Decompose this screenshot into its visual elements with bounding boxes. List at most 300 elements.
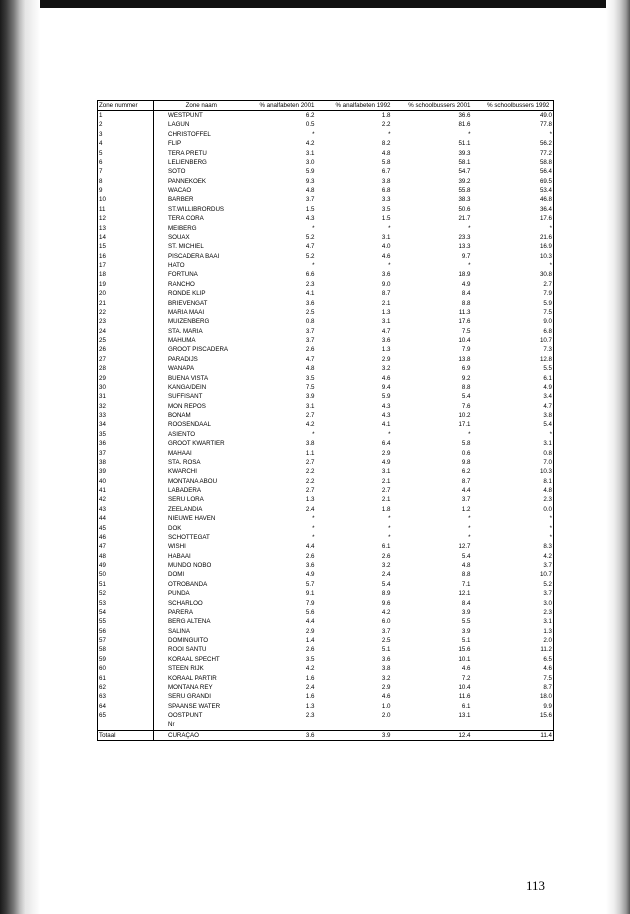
illiterate-2001-cell: 4.7 xyxy=(305,243,315,251)
schoolbus-2001-cell: 7.6 xyxy=(461,402,471,410)
zone-name-cell: ST.WILLIBRORDUS xyxy=(168,205,225,213)
schoolbus-2001-cell: 39.3 xyxy=(458,149,471,157)
illiterate-2001-cell: 4.2 xyxy=(305,665,315,673)
illiterate-1992-cell: 4.0 xyxy=(381,243,391,251)
zone-name-cell: KWARCHI xyxy=(168,468,197,476)
illiterate-1992-cell: 3.2 xyxy=(381,674,391,682)
schoolbus-1992-cell: 10.7 xyxy=(483,336,554,345)
table-row xyxy=(98,233,554,242)
table-row xyxy=(98,599,554,608)
illiterate-2001-cell: * xyxy=(312,224,315,232)
table-row xyxy=(98,664,554,673)
zone-name-cell: KORAAL SPECHT xyxy=(168,655,220,663)
illiterate-2001-cell: 1.3 xyxy=(305,702,315,710)
schoolbus-2001-cell: 12.7 xyxy=(458,543,471,551)
table-row xyxy=(98,552,554,561)
zone-number-cell: 63 xyxy=(98,692,154,701)
illiterate-1992-cell: 4.3 xyxy=(381,402,391,410)
schoolbus-2001-cell: 9.2 xyxy=(461,374,471,382)
illiterate-1992-cell: 3.6 xyxy=(381,337,391,344)
illiterate-2001-cell: 2.3 xyxy=(305,712,315,719)
schoolbus-2001-cell: 17.6 xyxy=(458,318,471,326)
table-row xyxy=(98,524,554,533)
illiterate-2001-cell: 5.2 xyxy=(305,252,315,260)
zone-name-cell: HABAAI xyxy=(168,552,191,560)
zone-number-cell: 64 xyxy=(98,702,154,711)
schoolbus-2001-cell: * xyxy=(468,524,471,532)
table-row xyxy=(98,139,554,148)
table-row xyxy=(98,317,554,326)
illiterate-1992-cell: 6.7 xyxy=(381,168,391,176)
schoolbus-1992-cell: 11.2 xyxy=(483,645,554,654)
illiterate-2001-cell: * xyxy=(312,430,315,438)
zone-number-cell: 3 xyxy=(98,130,154,139)
schoolbus-1992-cell: 2.3 xyxy=(483,495,554,504)
table-row xyxy=(98,683,554,692)
schoolbus-2001-cell: 13.8 xyxy=(458,355,471,363)
illiterate-1992-cell: 4.6 xyxy=(381,693,391,701)
schoolbus-1992-cell: 0.8 xyxy=(483,449,554,458)
table-row xyxy=(98,430,554,439)
illiterate-1992-cell: 3.2 xyxy=(381,365,391,373)
schoolbus-1992-cell: 3.7 xyxy=(483,589,554,598)
scan-binding-shadow xyxy=(0,0,26,914)
schoolbus-2001-cell: 21.7 xyxy=(458,215,471,223)
zone-name-cell: MONTANA ABOU xyxy=(168,477,218,485)
illiterate-1992-cell: 2.9 xyxy=(381,355,391,363)
illiterate-2001-cell: 4.2 xyxy=(305,140,315,148)
illiterate-1992-cell xyxy=(327,720,403,730)
table-row xyxy=(98,242,554,251)
illiterate-2001-cell: 4.9 xyxy=(305,571,315,579)
illiterate-1992-cell: 6.8 xyxy=(381,187,391,194)
zone-name-cell: PUNDA xyxy=(168,590,190,598)
schoolbus-2001-cell: 5.1 xyxy=(461,637,471,644)
zone-number-cell: 17 xyxy=(98,261,154,270)
zone-number-cell: 30 xyxy=(98,383,154,392)
schoolbus-1992-cell: * xyxy=(483,224,554,233)
table-row xyxy=(98,195,554,204)
zone-name-cell: BUENA VISTA xyxy=(168,374,209,382)
zone-name-cell: SCHOTTEGAT xyxy=(168,533,210,541)
illiterate-1992-cell: 2.6 xyxy=(381,552,391,560)
zone-number-cell: 51 xyxy=(98,580,154,589)
schoolbus-1992-cell: 77.8 xyxy=(483,120,554,129)
illiterate-2001-cell: 4.1 xyxy=(305,290,315,298)
zone-number-cell: 18 xyxy=(98,270,154,279)
zone-number-cell: 40 xyxy=(98,477,154,486)
schoolbus-1992-cell: 15.6 xyxy=(483,711,554,720)
schoolbus-1992-cell: 49.0 xyxy=(483,111,554,121)
illiterate-1992-cell: 2.9 xyxy=(381,449,391,457)
zone-name-cell: SOUAX xyxy=(168,233,190,241)
schoolbus-2001-cell: 81.6 xyxy=(458,121,471,129)
zone-name-cell: SCHARLOO xyxy=(168,599,203,607)
table-row xyxy=(98,167,554,176)
schoolbus-2001-cell: 8.8 xyxy=(461,299,471,307)
zone-name-cell: PISCADERA BAAI xyxy=(168,252,220,260)
table-row xyxy=(98,645,554,654)
illiterate-1992-cell: 4.7 xyxy=(381,327,391,335)
illiterate-2001-cell: 2.7 xyxy=(305,458,315,466)
schoolbus-2001-cell: 5.4 xyxy=(461,552,471,560)
schoolbus-2001-cell: * xyxy=(468,515,471,523)
schoolbus-2001-cell: 11.3 xyxy=(458,308,471,316)
schoolbus-1992-cell: 5.9 xyxy=(483,299,554,308)
illiterate-1992-cell: 1.3 xyxy=(381,346,391,354)
illiterate-1992-cell: 8.9 xyxy=(381,590,391,598)
zone-number-cell: 26 xyxy=(98,345,154,354)
illiterate-2001-cell xyxy=(251,720,327,730)
schoolbus-1992-cell: 6.8 xyxy=(483,327,554,336)
schoolbus-1992-cell: 6.1 xyxy=(483,374,554,383)
illiterate-2001-cell: * xyxy=(312,130,315,138)
zone-name-cell: MEIBERG xyxy=(168,224,197,232)
schoolbus-2001-cell xyxy=(403,720,483,730)
table-row xyxy=(98,205,554,214)
zone-number-cell: 23 xyxy=(98,317,154,326)
schoolbus-1992-cell: * xyxy=(483,524,554,533)
table-row xyxy=(98,327,554,336)
table-row xyxy=(98,495,554,504)
zone-name-cell: WISHI xyxy=(168,543,186,551)
schoolbus-1992-cell: 3.8 xyxy=(483,411,554,420)
illiterate-1992-cell: 1.8 xyxy=(381,112,391,119)
illiterate-2001-cell: 0.8 xyxy=(305,318,315,326)
zone-name-cell: MUIZENBERG xyxy=(168,318,210,326)
illiterate-1992-cell: 4.6 xyxy=(381,252,391,260)
zone-name-cell: DOK xyxy=(168,524,182,532)
schoolbus-2001-cell: 4.9 xyxy=(461,280,471,288)
zone-name-cell: SPAANSE WATER xyxy=(168,702,221,710)
schoolbus-2001-cell: 9.7 xyxy=(461,252,471,260)
schoolbus-1992-cell: 3.7 xyxy=(483,561,554,570)
schoolbus-1992-cell: * xyxy=(483,261,554,270)
illiterate-2001-cell: * xyxy=(312,262,315,269)
zone-number-cell: 53 xyxy=(98,599,154,608)
schoolbus-2001-cell: 7.1 xyxy=(461,580,471,588)
table-row xyxy=(98,589,554,598)
zone-name-cell: STA. MARIA xyxy=(168,327,203,335)
zone-name-cell: SUFFISANT xyxy=(168,393,203,401)
schoolbus-1992-cell: 4.9 xyxy=(483,383,554,392)
table-row xyxy=(98,617,554,626)
illiterate-2001-cell: 9.3 xyxy=(305,177,315,185)
illiterate-2001-cell: 4.7 xyxy=(305,355,315,363)
zone-name-cell: ROOI SANTU xyxy=(168,646,207,654)
table-row xyxy=(98,299,554,308)
header-illiterate-2001: % analfabeten 2001 xyxy=(251,101,327,111)
schoolbus-2001-cell: * xyxy=(468,130,471,138)
table-row xyxy=(98,477,554,486)
illiterate-2001-cell: 3.8 xyxy=(305,440,315,448)
table-row xyxy=(98,467,554,476)
table-row xyxy=(98,149,554,158)
zone-number-cell: 12 xyxy=(98,214,154,223)
zone-name-cell: FORTUNA xyxy=(168,271,198,279)
table-row xyxy=(98,289,554,298)
illiterate-1992-cell: 2.5 xyxy=(381,637,391,644)
table-row xyxy=(98,186,554,195)
illiterate-1992-cell: 3.5 xyxy=(381,205,391,213)
illiterate-1992-cell: 1.0 xyxy=(381,702,391,710)
total-illiterate-2001: 3.6 xyxy=(251,730,327,740)
schoolbus-2001-cell: 51.1 xyxy=(458,140,471,148)
illiterate-1992-cell: 3.1 xyxy=(381,233,391,241)
zone-name-cell: DOMINGUITO xyxy=(168,637,209,644)
schoolbus-2001-cell: 50.6 xyxy=(458,205,471,213)
schoolbus-2001-cell: 8.8 xyxy=(461,571,471,579)
illiterate-2001-cell: 4.4 xyxy=(305,543,315,551)
page-number: 113 xyxy=(526,878,546,893)
table-row xyxy=(98,177,554,186)
illiterate-1992-cell: 6.4 xyxy=(381,440,391,448)
illiterate-2001-cell: 6.6 xyxy=(305,271,315,279)
schoolbus-2001-cell: 0.6 xyxy=(461,449,471,457)
schoolbus-1992-cell: * xyxy=(483,533,554,542)
illiterate-2001-cell: 0.5 xyxy=(305,121,315,129)
zone-number-cell: 2 xyxy=(98,120,154,129)
illiterate-2001-cell: 2.7 xyxy=(305,487,315,494)
table-row xyxy=(98,392,554,401)
illiterate-1992-cell: 5.9 xyxy=(381,393,391,401)
schoolbus-1992-cell: 3.4 xyxy=(483,392,554,401)
zone-name-cell: SERU GRANDI xyxy=(168,693,211,701)
illiterate-1992-cell: 2.4 xyxy=(381,571,391,579)
schoolbus-1992-cell: 3.0 xyxy=(483,599,554,608)
table-row xyxy=(98,439,554,448)
zone-number-cell: 50 xyxy=(98,570,154,579)
illiterate-1992-cell: 5.4 xyxy=(381,580,391,588)
zone-number-cell: 62 xyxy=(98,683,154,692)
illiterate-2001-cell: 2.7 xyxy=(305,412,315,419)
illiterate-2001-cell: 1.6 xyxy=(305,674,315,682)
schoolbus-1992-cell: 0.0 xyxy=(483,505,554,514)
table-row xyxy=(98,308,554,317)
schoolbus-1992-cell: 46.8 xyxy=(483,195,554,204)
illiterate-1992-cell: 1.3 xyxy=(381,308,391,316)
table-row xyxy=(98,608,554,617)
illiterate-2001-cell: 1.3 xyxy=(305,496,315,504)
zone-number-cell: 43 xyxy=(98,505,154,514)
illiterate-2001-cell: * xyxy=(312,533,315,541)
schoolbus-1992-cell: 21.6 xyxy=(483,233,554,242)
schoolbus-2001-cell: 3.9 xyxy=(461,627,471,635)
zone-name-cell: TERA PRETU xyxy=(168,149,207,157)
schoolbus-2001-cell: 12.1 xyxy=(458,590,471,598)
table-row xyxy=(98,420,554,429)
illiterate-1992-cell: 5.8 xyxy=(381,158,391,166)
table-row xyxy=(98,449,554,458)
schoolbus-1992-cell: 56.2 xyxy=(483,139,554,148)
zone-number-cell: 8 xyxy=(98,177,154,186)
zone-number-cell: 60 xyxy=(98,664,154,673)
schoolbus-2001-cell: 1.2 xyxy=(461,505,471,513)
illiterate-1992-cell: 2.2 xyxy=(381,121,391,129)
zone-name-cell: MAHAAI xyxy=(168,449,192,457)
table-row xyxy=(98,711,554,720)
schoolbus-1992-cell: 10.7 xyxy=(483,570,554,579)
schoolbus-2001-cell: 18.9 xyxy=(458,271,471,279)
illiterate-1992-cell: 2.1 xyxy=(381,299,391,307)
table-row xyxy=(98,720,554,730)
table-row xyxy=(98,655,554,664)
illiterate-1992-cell: 9.4 xyxy=(381,383,391,391)
illiterate-2001-cell: * xyxy=(312,524,315,532)
zone-name-cell: OTROBANDA xyxy=(168,580,208,588)
zone-name-cell: LAGUN xyxy=(168,121,190,129)
illiterate-1992-cell: 2.7 xyxy=(381,487,391,494)
zone-number-cell: 19 xyxy=(98,280,154,289)
schoolbus-1992-cell: 7.5 xyxy=(483,674,554,683)
table-row xyxy=(98,252,554,261)
zone-number-cell: 55 xyxy=(98,617,154,626)
schoolbus-2001-cell: 3.9 xyxy=(461,608,471,616)
schoolbus-2001-cell: 6.1 xyxy=(461,702,471,710)
schoolbus-1992-cell: 2.0 xyxy=(483,636,554,645)
total-schoolbus-1992: 11.4 xyxy=(483,730,554,740)
zone-number-cell: 57 xyxy=(98,636,154,645)
illiterate-1992-cell: 3.8 xyxy=(381,665,391,673)
zone-name-cell: RANCHO xyxy=(168,280,195,288)
zone-number-cell: 27 xyxy=(98,355,154,364)
header-illiterate-1992: % analfabeten 1992 xyxy=(327,101,403,111)
schoolbus-2001-cell: 17.1 xyxy=(458,421,471,429)
schoolbus-2001-cell: 5.4 xyxy=(461,393,471,401)
schoolbus-1992-cell: 56.4 xyxy=(483,167,554,176)
zone-number-cell: 4 xyxy=(98,139,154,148)
schoolbus-1992-cell: 10.3 xyxy=(483,467,554,476)
illiterate-2001-cell: 3.6 xyxy=(305,299,315,307)
table-row xyxy=(98,214,554,223)
schoolbus-1992-cell: 7.0 xyxy=(483,458,554,467)
schoolbus-1992-cell: 6.5 xyxy=(483,655,554,664)
zone-name-cell: ROOSENDAAL xyxy=(168,421,211,429)
illiterate-2001-cell: 3.0 xyxy=(305,158,315,166)
zone-number-cell: 39 xyxy=(98,467,154,476)
schoolbus-2001-cell: 54.7 xyxy=(458,168,471,176)
illiterate-1992-cell: 3.7 xyxy=(381,627,391,635)
schoolbus-2001-cell: 3.7 xyxy=(461,496,471,504)
schoolbus-2001-cell: 13.1 xyxy=(458,712,471,719)
zone-number-cell: 52 xyxy=(98,589,154,598)
schoolbus-1992-cell: 5.2 xyxy=(483,580,554,589)
table-row xyxy=(98,374,554,383)
zone-name-cell: ASIENTO xyxy=(168,430,196,438)
illiterate-1992-cell: 4.8 xyxy=(381,149,391,157)
zone-number-cell: 16 xyxy=(98,252,154,261)
illiterate-1992-cell: 3.8 xyxy=(381,177,391,185)
illiterate-1992-cell: 9.6 xyxy=(381,599,391,607)
table-row xyxy=(98,336,554,345)
table-row xyxy=(98,383,554,392)
zone-number-cell: 29 xyxy=(98,374,154,383)
scan-right-edge xyxy=(606,0,630,914)
illiterate-2001-cell: 2.9 xyxy=(305,627,315,635)
zone-name-cell: BERG ALTENA xyxy=(168,618,211,626)
table-row xyxy=(98,158,554,167)
schoolbus-2001-cell: 11.6 xyxy=(458,693,471,701)
illiterate-2001-cell: 5.2 xyxy=(305,233,315,241)
illiterate-2001-cell: 3.7 xyxy=(305,327,315,335)
header-zone-name: Zone naam xyxy=(154,101,251,111)
schoolbus-2001-cell: 23.3 xyxy=(458,233,471,241)
zone-number-cell: 47 xyxy=(98,542,154,551)
zone-number-cell: 15 xyxy=(98,242,154,251)
illiterate-1992-cell: * xyxy=(388,515,391,523)
schoolbus-2001-cell: 10.4 xyxy=(458,683,471,691)
schoolbus-1992-cell: 53.4 xyxy=(483,186,554,195)
header-zone-number: Zone nummer xyxy=(98,101,154,111)
illiterate-2001-cell: 3.7 xyxy=(305,337,315,344)
zone-number-cell: 36 xyxy=(98,439,154,448)
zone-name-cell: SALINA xyxy=(168,627,191,635)
schoolbus-2001-cell: 7.2 xyxy=(461,674,471,682)
zone-name-cell: FLIP xyxy=(168,140,182,148)
zone-number-cell: 7 xyxy=(98,167,154,176)
zone-number-cell: 14 xyxy=(98,233,154,242)
zone-number-cell: 38 xyxy=(98,458,154,467)
illiterate-2001-cell: 5.6 xyxy=(305,608,315,616)
zone-number-cell: 54 xyxy=(98,608,154,617)
illiterate-2001-cell: 7.9 xyxy=(305,599,315,607)
schoolbus-1992-cell: 58.8 xyxy=(483,158,554,167)
table-row xyxy=(98,580,554,589)
zone-name-cell: TERA CORA xyxy=(168,215,204,223)
schoolbus-1992-cell: 4.6 xyxy=(483,664,554,673)
illiterate-2001-cell: 2.4 xyxy=(305,683,315,691)
zone-number-cell: 31 xyxy=(98,392,154,401)
total-schoolbus-2001: 12.4 xyxy=(403,730,483,740)
illiterate-1992-cell: 9.0 xyxy=(381,280,391,288)
schoolbus-2001-cell: 7.5 xyxy=(461,327,471,335)
zone-number-cell: 28 xyxy=(98,364,154,373)
schoolbus-1992-cell: 8.3 xyxy=(483,542,554,551)
schoolbus-1992-cell: * xyxy=(483,130,554,139)
schoolbus-2001-cell: * xyxy=(468,533,471,541)
zone-name-cell: CHRISTOFFEL xyxy=(168,130,211,138)
header-schoolbus-1992: % schoolbussers 1992 xyxy=(483,101,554,111)
total-zone-name: CURAÇAO xyxy=(154,730,251,740)
zone-number-cell: 11 xyxy=(98,205,154,214)
zone-name-cell: GROOT KWARTIER xyxy=(168,440,225,448)
schoolbus-1992-cell: * xyxy=(483,514,554,523)
zone-number-cell: 48 xyxy=(98,552,154,561)
table-row xyxy=(98,692,554,701)
illiterate-2001-cell: 2.2 xyxy=(305,477,315,485)
header-schoolbus-2001: % schoolbussers 2001 xyxy=(403,101,483,111)
zone-name-cell: BONAM xyxy=(168,412,191,419)
zone-statistics-table xyxy=(97,100,554,741)
zone-number-cell: 5 xyxy=(98,149,154,158)
zone-number-cell: 24 xyxy=(98,327,154,336)
illiterate-1992-cell: 1.5 xyxy=(381,215,391,223)
zone-name-cell: LABADERA xyxy=(168,487,202,494)
illiterate-1992-cell: 2.0 xyxy=(381,712,391,719)
zone-number-cell: 56 xyxy=(98,627,154,636)
illiterate-2001-cell: 2.3 xyxy=(305,280,315,288)
illiterate-2001-cell: 3.1 xyxy=(305,402,315,410)
zone-name-cell: PANNEKOEK xyxy=(168,177,207,185)
zone-name-cell: ST. MICHIEL xyxy=(168,243,204,251)
zone-name-cell: RONDE KLIP xyxy=(168,290,206,298)
schoolbus-2001-cell: 9.8 xyxy=(461,458,471,466)
illiterate-2001-cell: 1.6 xyxy=(305,693,315,701)
schoolbus-1992-cell: 7.9 xyxy=(483,289,554,298)
schoolbus-1992-cell: 30.8 xyxy=(483,270,554,279)
schoolbus-1992-cell: 8.7 xyxy=(483,683,554,692)
illiterate-2001-cell: 3.9 xyxy=(305,393,315,401)
